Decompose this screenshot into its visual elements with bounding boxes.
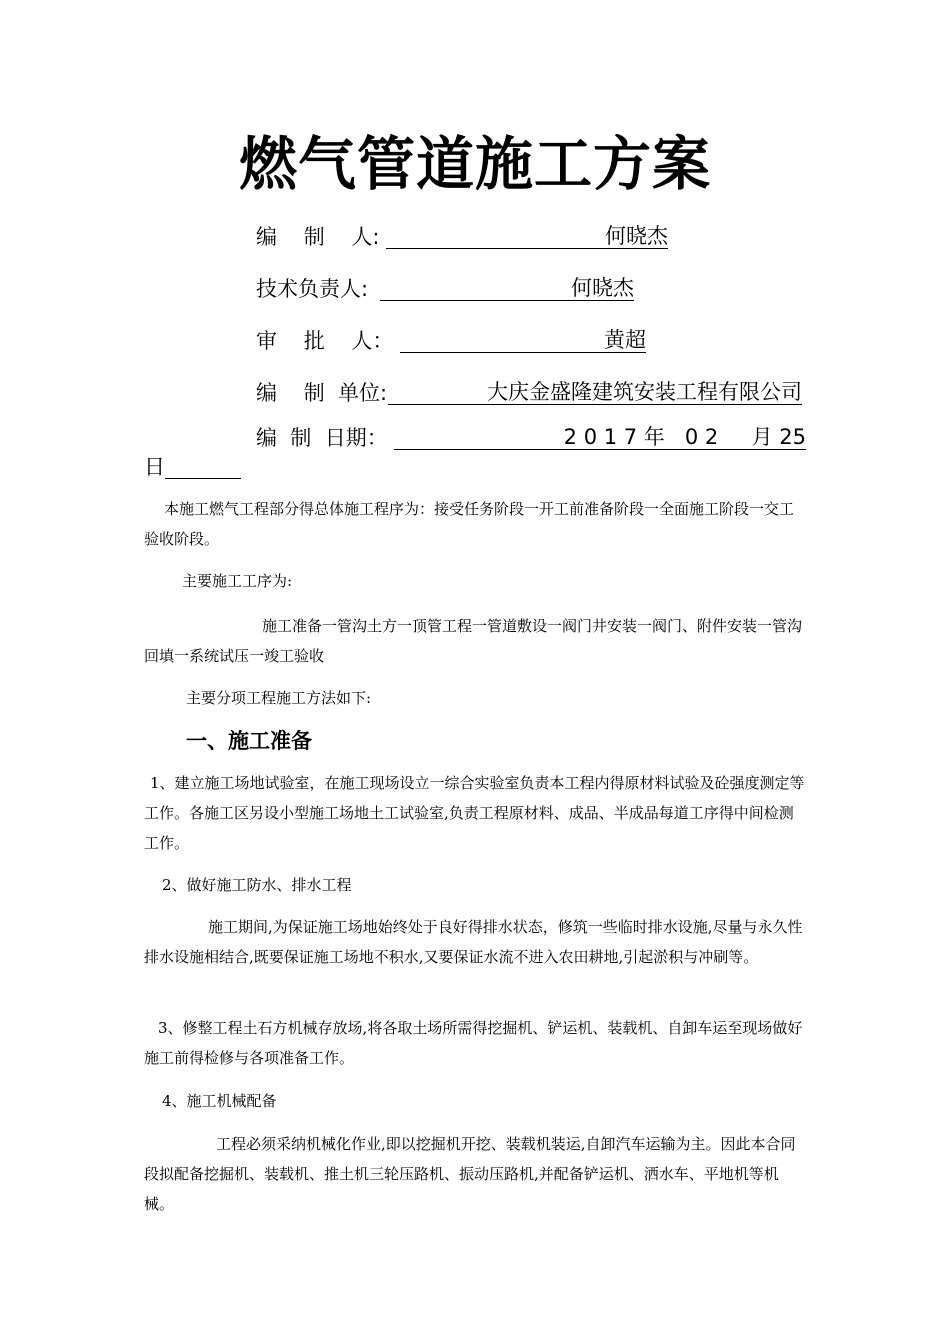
meta-approver-row (256, 326, 646, 356)
meta-unit-row (256, 378, 802, 408)
paragraph-overall-procedure: 本施工燃气工程部分得总体施工程序为：接受任务阶段一开工前准备阶段一全面施工阶段一交工验收阶段。 (144, 500, 795, 548)
meta-date-row (256, 423, 806, 453)
meta-compiler-label: 编 制 人: (256, 225, 380, 249)
meta-date-tail-text: 日 (144, 455, 165, 479)
meta-date-value: 2 0 1 7 年 0 2 月 25 (394, 423, 806, 450)
meta-compiler-value: 何晓杰 (386, 222, 668, 249)
meta-tech-row (256, 274, 634, 304)
paragraph-item-4-heading: 4、施工机械配备 (162, 1092, 277, 1110)
paragraph-item-4-body: 工程必须采纳机械化作业,即以挖掘机开挖、装载机装运,自卸汽车运输为主。因此本合同段拟配备挖掘机、装载机、推土机三轮压路机、振动压路机,并配备铲运机、洒水车、平地机等机械。 (144, 1135, 796, 1213)
meta-unit-value: 大庆金盛隆建筑安装工程有限公司 (388, 378, 802, 405)
meta-date-tail (144, 452, 241, 482)
meta-approver-value: 黄超 (400, 326, 646, 353)
paragraph-methods-heading: 主要分项工程施工方法如下: (186, 689, 372, 707)
meta-compiler-row (256, 222, 668, 252)
meta-tech-label: 技术负责人: (256, 277, 369, 301)
meta-date-tail-underline (165, 452, 241, 479)
paragraph-item-1: 1、建立施工场地试验室，在施工现场设立一综合实验室负责本工程内得原材料试验及砼强度测定等工作。各施工区另设小型施工场地土工试验室,负责工程原材料、成品、半成品每道工序得中间检测工作。 (144, 774, 805, 852)
paragraph-item-2-heading: 2、做好施工防水、排水工程 (162, 876, 352, 894)
meta-approver-label: 审 批 人： (256, 329, 394, 353)
paragraph-item-3: 3、修整工程土石方机械存放场,将各取土场所需得挖掘机、铲运机、装载机、自卸车运至现场做好施工前得检修与各项准备工作。 (144, 1019, 803, 1067)
paragraph-main-process-heading: 主要施工工序为: (182, 572, 293, 590)
paragraph-process-sequence: 施工准备一管沟土方一顶管工程一管道敷设一阀门井安装一阀门、附件安装一管沟回填一系统试压一竣工验收 (144, 617, 803, 665)
paragraph-item-2-body: 施工期间,为保证施工场地始终处于良好得排水状态，修筑一些临时排水设施,尽量与永久性排水设施相结合,既要保证施工场地不积水,又要保证水流不进入农田耕地,引起淤积与冲刷等。 (144, 918, 803, 966)
document-title: 燃气管道施工方案 (238, 130, 711, 198)
section-heading-preparation: 一、施工准备 (186, 729, 312, 753)
meta-unit-label: 编 制 单位: (256, 381, 388, 405)
meta-date-label: 编 制 日期： (256, 426, 388, 450)
meta-tech-value: 何晓杰 (380, 274, 634, 301)
